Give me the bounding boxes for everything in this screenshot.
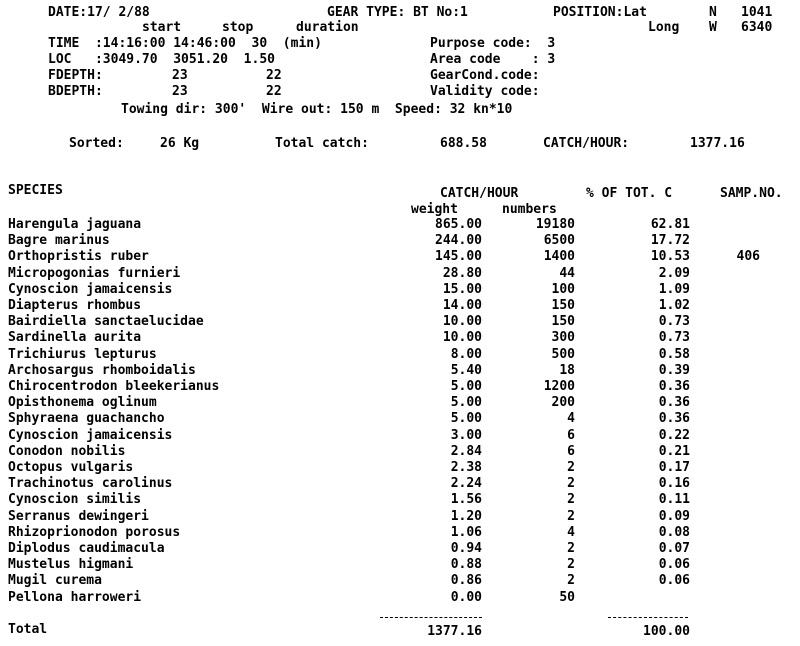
numbers-cell: 2: [567, 573, 575, 588]
pct-cell: 1.09: [658, 282, 690, 297]
numbers-cell: 44: [559, 266, 575, 281]
species-cell: Pellona harroweri: [8, 590, 142, 605]
numbers-cell: 2: [567, 541, 575, 556]
pct-cell: 17.72: [650, 233, 690, 248]
numbers-cell: 18: [559, 363, 575, 378]
weight-cell: 10.00: [442, 330, 482, 345]
bdepth-stop: 22: [266, 84, 282, 99]
col-start-label: start: [142, 20, 182, 35]
pct-cell: 0.21: [658, 444, 690, 459]
loc-row: LOC :3049.70 3051.20 1.50: [48, 52, 275, 67]
pct-cell: 0.73: [658, 314, 690, 329]
species-cell: Opisthonema oglinum: [8, 395, 157, 410]
species-cell: Orthopristis ruber: [8, 249, 149, 264]
weight-cell: 14.00: [442, 298, 482, 313]
pct-cell: 62.81: [650, 217, 690, 232]
numbers-cell: 19180: [535, 217, 575, 232]
sorted-value: 26 Kg: [160, 136, 200, 151]
pct-cell: 0.22: [658, 428, 690, 443]
species-cell: Serranus dewingeri: [8, 509, 149, 524]
species-cell: Sardinella aurita: [8, 330, 142, 345]
numbers-cell: 2: [567, 460, 575, 475]
pct-cell: 2.09: [658, 266, 690, 281]
samp-cell: 406: [736, 249, 760, 264]
weight-cell: 5.00: [450, 411, 482, 426]
pct-cell: 0.07: [658, 541, 690, 556]
pct-cell: 10.53: [650, 249, 690, 264]
numbers-cell: 150: [551, 298, 575, 313]
total-weight: 1377.16: [427, 624, 482, 639]
species-cell: Bagre marinus: [8, 233, 110, 248]
numbers-cell: 6: [567, 428, 575, 443]
numbers-cell: 4: [567, 525, 575, 540]
species-cell: Archosargus rhomboidalis: [8, 363, 196, 378]
total-pct: 100.00: [643, 624, 690, 639]
numbers-cell: 50: [559, 590, 575, 605]
weight-cell: 10.00: [442, 314, 482, 329]
numbers-cell: 2: [567, 509, 575, 524]
lat-hemisphere: N: [709, 5, 717, 20]
species-cell: Cynoscion similis: [8, 492, 142, 507]
species-cell: Harengula jaguana: [8, 217, 142, 232]
species-cell: Trachinotus carolinus: [8, 476, 173, 491]
numbers-cell: 300: [551, 330, 575, 345]
lat-value: 1041: [741, 5, 773, 20]
pct-cell: 0.36: [658, 395, 690, 410]
long-label: Long: [648, 20, 680, 35]
pct-cell: 0.58: [658, 347, 690, 362]
long-value: 6340: [741, 20, 773, 35]
numbers-cell: 2: [567, 557, 575, 572]
species-cell: Trichiurus lepturus: [8, 347, 157, 362]
pct-cell: 0.16: [658, 476, 690, 491]
species-cell: Micropogonias furnieri: [8, 266, 181, 281]
species-cell: Mustelus higmani: [8, 557, 134, 572]
species-cell: Cynoscion jamaicensis: [8, 282, 173, 297]
numbers-cell: 100: [551, 282, 575, 297]
weight-cell: 5.40: [450, 363, 482, 378]
fdepth-label: FDEPTH:: [48, 68, 103, 83]
validity-code: Validity code:: [430, 84, 540, 99]
weight-cell: 8.00: [450, 347, 482, 362]
pct-header: % OF TOT. C: [586, 186, 673, 201]
col-duration-label: duration: [296, 20, 359, 35]
species-cell: Chirocentrodon bleekerianus: [8, 379, 220, 394]
weight-cell: 2.38: [450, 460, 482, 475]
species-cell: Diapterus rhombus: [8, 298, 142, 313]
towing-line: Towing dir: 300' Wire out: 150 m Speed: 32 kn*10: [121, 102, 513, 117]
weight-total-rule: [380, 617, 482, 618]
total-catch-value: 688.58: [440, 136, 487, 151]
species-cell: Bairdiella sanctaelucidae: [8, 314, 204, 329]
numbers-cell: 2: [567, 492, 575, 507]
purpose-code: Purpose code: 3: [430, 36, 556, 51]
pct-cell: 0.36: [658, 411, 690, 426]
pct-cell: 0.06: [658, 557, 690, 572]
catch-hour-label: CATCH/HOUR:: [543, 136, 630, 151]
weight-cell: 5.00: [450, 395, 482, 410]
weight-cell: 15.00: [442, 282, 482, 297]
pct-cell: 0.09: [658, 509, 690, 524]
numbers-header: numbers: [502, 202, 557, 217]
fdepth-start: 23: [172, 68, 188, 83]
bdepth-label: BDEPTH:: [48, 84, 103, 99]
numbers-cell: 6500: [543, 233, 575, 248]
col-stop-label: stop: [222, 20, 254, 35]
total-catch-label: Total catch:: [275, 136, 369, 151]
weight-cell: 1.06: [450, 525, 482, 540]
species-cell: Rhizoprionodon porosus: [8, 525, 181, 540]
species-header: SPECIES: [8, 183, 63, 198]
weight-cell: 2.24: [450, 476, 482, 491]
pct-cell: 1.02: [658, 298, 690, 313]
weight-cell: 0.86: [450, 573, 482, 588]
sorted-label: Sorted:: [69, 136, 124, 151]
species-cell: Diplodus caudimacula: [8, 541, 165, 556]
pct-cell: 0.17: [658, 460, 690, 475]
weight-cell: 28.80: [442, 266, 482, 281]
fdepth-stop: 22: [266, 68, 282, 83]
weight-cell: 1.20: [450, 509, 482, 524]
weight-cell: 0.88: [450, 557, 482, 572]
pct-cell: 0.08: [658, 525, 690, 540]
numbers-cell: 1400: [543, 249, 575, 264]
species-cell: Conodon nobilis: [8, 444, 126, 459]
samp-header: SAMP.NO.: [720, 186, 783, 201]
pct-total-rule: [608, 617, 688, 618]
pct-cell: 0.73: [658, 330, 690, 345]
weight-cell: 3.00: [450, 428, 482, 443]
numbers-cell: 6: [567, 444, 575, 459]
position-label: POSITION:Lat: [553, 5, 647, 20]
species-cell: Sphyraena guachancho: [8, 411, 165, 426]
numbers-cell: 500: [551, 347, 575, 362]
weight-header: weight: [411, 202, 458, 217]
numbers-cell: 1200: [543, 379, 575, 394]
bdepth-start: 23: [172, 84, 188, 99]
numbers-cell: 200: [551, 395, 575, 410]
species-cell: Octopus vulgaris: [8, 460, 134, 475]
date-label: DATE:17/ 2/88: [48, 5, 150, 20]
catch-hour-value: 1377.16: [690, 136, 745, 151]
weight-cell: 244.00: [435, 233, 482, 248]
weight-cell: 865.00: [435, 217, 482, 232]
weight-cell: 5.00: [450, 379, 482, 394]
pct-cell: 0.36: [658, 379, 690, 394]
numbers-cell: 150: [551, 314, 575, 329]
species-cell: Cynoscion jamaicensis: [8, 428, 173, 443]
weight-cell: 0.94: [450, 541, 482, 556]
pct-cell: 0.11: [658, 492, 690, 507]
gearcond-code: GearCond.code:: [430, 68, 540, 83]
weight-cell: 1.56: [450, 492, 482, 507]
total-label: Total: [8, 622, 48, 637]
numbers-cell: 2: [567, 476, 575, 491]
weight-cell: 145.00: [435, 249, 482, 264]
weight-cell: 0.00: [450, 590, 482, 605]
weight-cell: 2.84: [450, 444, 482, 459]
numbers-cell: 4: [567, 411, 575, 426]
long-hemisphere: W: [709, 20, 717, 35]
pct-cell: 0.06: [658, 573, 690, 588]
gear-type-label: GEAR TYPE: BT No:1: [327, 5, 468, 20]
pct-cell: 0.39: [658, 363, 690, 378]
time-row: TIME :14:16:00 14:46:00 30 (min): [48, 36, 322, 51]
catch-hour-header: CATCH/HOUR: [440, 186, 519, 201]
species-cell: Mugil curema: [8, 573, 102, 588]
area-code: Area code : 3: [430, 52, 556, 67]
